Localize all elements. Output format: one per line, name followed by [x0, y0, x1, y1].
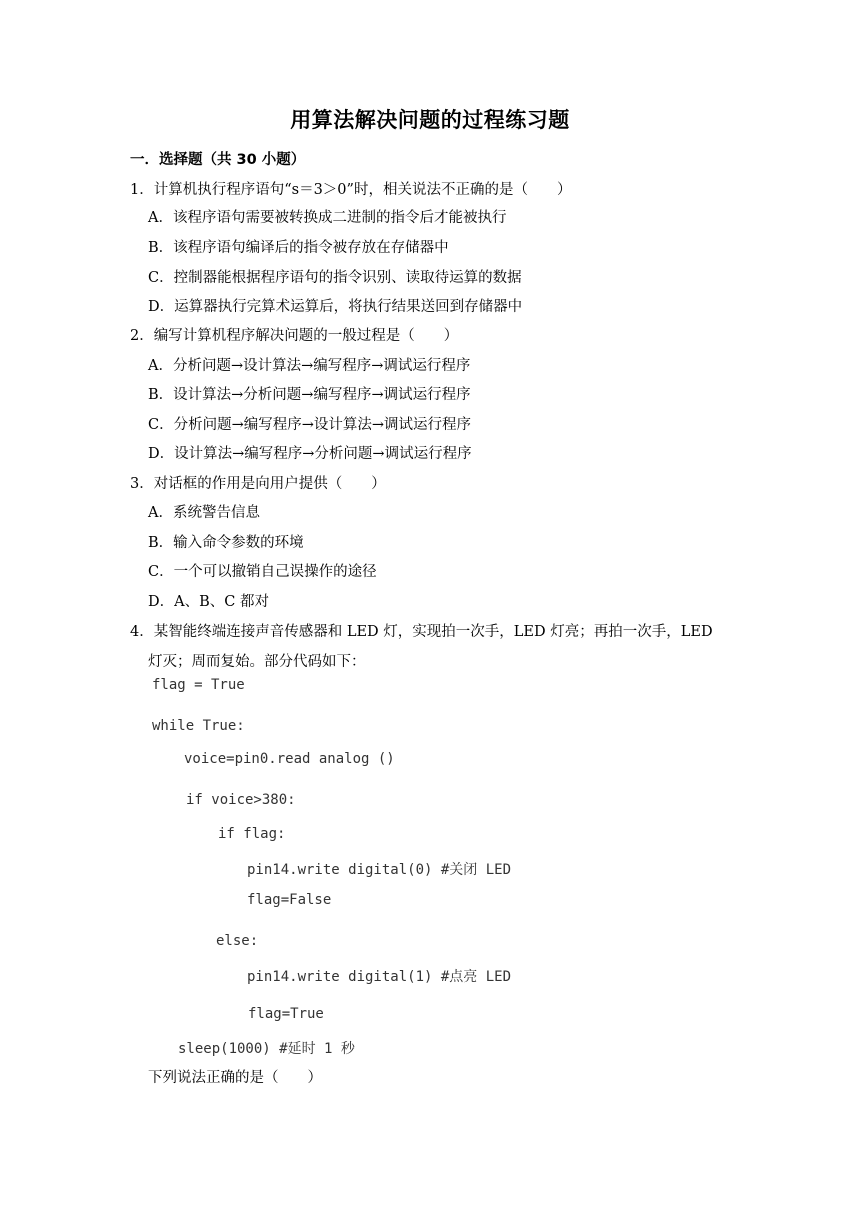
- code-line: if voice>380:: [186, 792, 296, 808]
- question-1-option-c: C．控制器能根据程序语句的指令识别、读取待运算的数据: [148, 270, 522, 286]
- code-line: pin14.write digital(0) #关闭 LED: [247, 862, 512, 878]
- code-line: while True:: [152, 718, 245, 734]
- code-line: flag=True: [248, 1006, 324, 1022]
- question-2-option-a: A．分析问题→设计算法→编写程序→调试运行程序: [148, 358, 471, 374]
- question-4-stem-line-1: 4．某智能终端连接声音传感器和 LED 灯，实现拍一次手，LED 灯亮；再拍一次手，LED: [130, 624, 713, 640]
- question-2-stem: 2．编写计算机程序解决问题的一般过程是（ ）: [130, 328, 459, 344]
- code-line: pin14.write digital(1) #点亮 LED: [247, 969, 512, 985]
- question-2-option-c: C．分析问题→编写程序→设计算法→调试运行程序: [148, 417, 472, 433]
- question-3-option-b: B．输入命令参数的环境: [148, 535, 304, 551]
- question-2-option-d: D．设计算法→编写程序→分析问题→调试运行程序: [148, 446, 472, 462]
- code-line: sleep(1000) #延时 1 秒: [178, 1041, 355, 1057]
- code-line: else:: [216, 933, 259, 949]
- question-4-followup: 下列说法正确的是（ ）: [148, 1070, 322, 1086]
- question-1-option-a: A．该程序语句需要被转换成二进制的指令后才能被执行: [148, 210, 507, 226]
- question-2-option-b: B．设计算法→分析问题→编写程序→调试运行程序: [148, 387, 471, 403]
- code-line: flag = True: [152, 677, 245, 693]
- question-3-option-c: C．一个可以撤销自己误操作的途径: [148, 564, 377, 580]
- question-4-stem-line-2: 灯灭；周而复始。部分代码如下：: [148, 654, 366, 670]
- question-3-option-d: D．A、B、C 都对: [148, 594, 269, 610]
- question-1-option-d: D．运算器执行完算术运算后，将执行结果送回到存储器中: [148, 299, 523, 315]
- question-3-stem: 3．对话框的作用是向用户提供（ ）: [130, 476, 386, 492]
- code-line: voice=pin0.read analog (): [184, 751, 395, 767]
- question-1-stem: 1．计算机执行程序语句“s＝3＞0”时，相关说法不正确的是（ ）: [130, 182, 572, 198]
- page-title: 用算法解决问题的过程练习题: [290, 108, 570, 132]
- question-3-option-a: A．系统警告信息: [148, 505, 260, 521]
- code-line: flag=False: [247, 892, 332, 908]
- code-line: if flag:: [218, 826, 286, 842]
- section-heading: 一．选择题（共 30 小题）: [130, 152, 306, 168]
- question-1-option-b: B．该程序语句编译后的指令被存放在存储器中: [148, 240, 449, 256]
